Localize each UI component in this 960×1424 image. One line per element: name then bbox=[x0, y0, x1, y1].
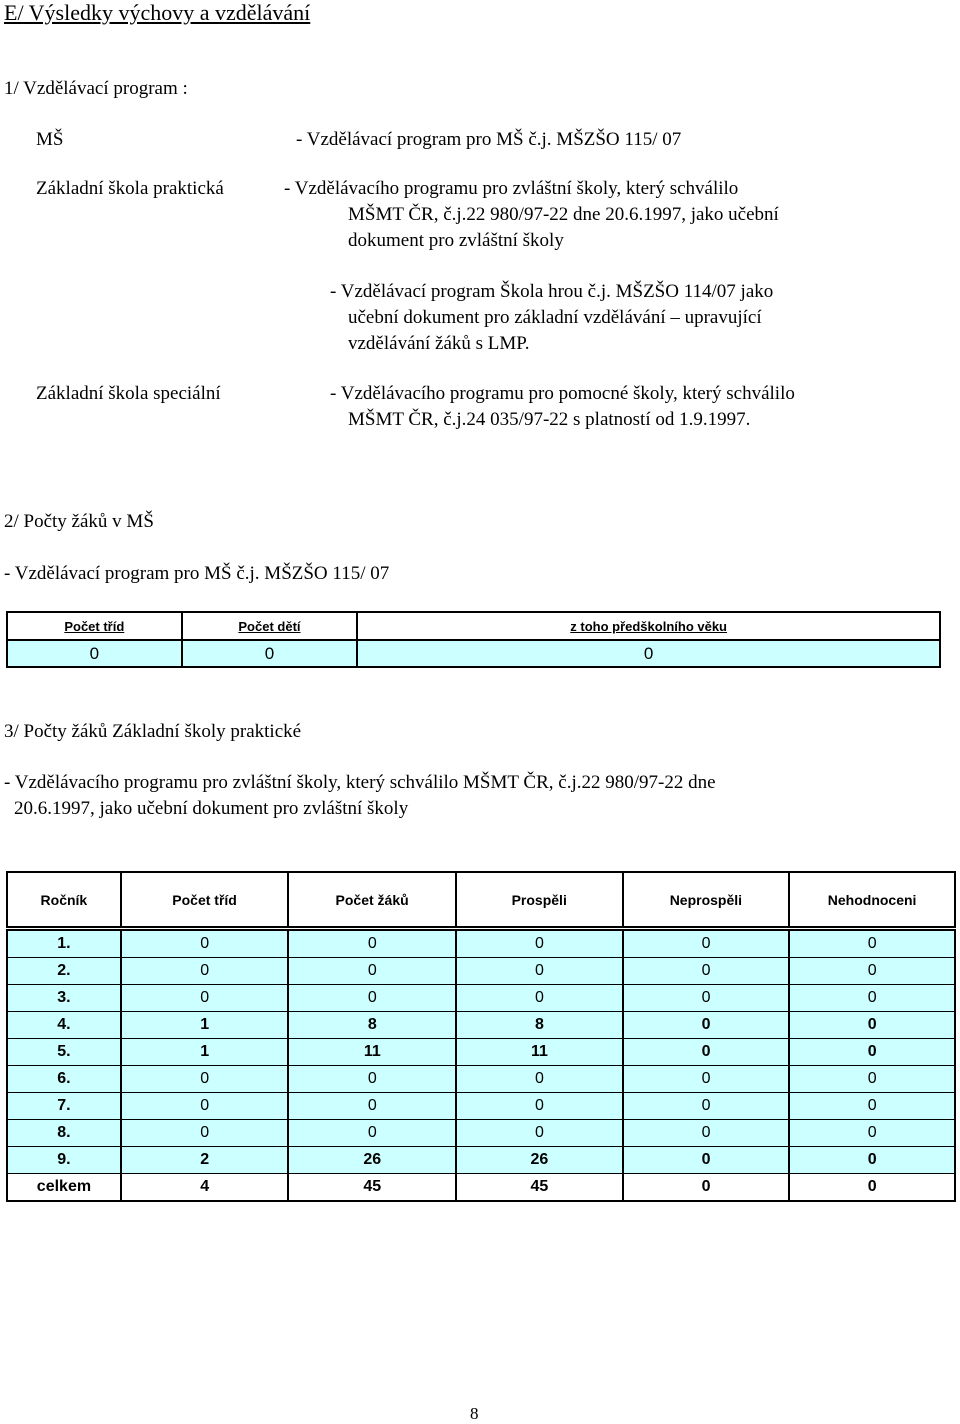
table-row bbox=[7, 985, 955, 1012]
table-cell: 0 bbox=[623, 1039, 790, 1066]
table-cell: 0 bbox=[288, 958, 456, 985]
table-cell: 0 bbox=[288, 1066, 456, 1093]
table-cell: 0 bbox=[623, 1066, 790, 1093]
column-header: Ročník bbox=[7, 872, 121, 927]
table-row bbox=[7, 1093, 955, 1120]
table-cell: 0 bbox=[789, 958, 955, 985]
table-cell: 0 bbox=[288, 985, 456, 1012]
table-cell: 0 bbox=[456, 958, 623, 985]
table-row bbox=[7, 1012, 955, 1039]
table-cell: 0 bbox=[456, 930, 623, 958]
table-row bbox=[7, 1039, 955, 1066]
table-cell: 2. bbox=[7, 958, 121, 985]
ms-counts-table bbox=[6, 611, 941, 668]
table-cell: 0 bbox=[789, 1174, 955, 1202]
table-cell: 26 bbox=[288, 1147, 456, 1174]
hrou-program-line: vzdělávání žáků s LMP. bbox=[348, 333, 530, 354]
table-cell: 0 bbox=[789, 1120, 955, 1147]
table-row bbox=[7, 1147, 955, 1174]
table-cell: 0 bbox=[789, 1012, 955, 1039]
zsp-program-line: dokument pro zvláštní školy bbox=[348, 230, 564, 251]
table-cell: 0 bbox=[623, 1093, 790, 1120]
table-cell: 0 bbox=[456, 1120, 623, 1147]
table-cell: 0 bbox=[121, 930, 289, 958]
s3-program-line: - Vzdělávacího programu pro zvláštní školy, který schválilo MŠMT ČR, č.j.22 980/97-22 dne bbox=[4, 772, 716, 793]
table-cell: 0 bbox=[456, 1066, 623, 1093]
table-cell: celkem bbox=[7, 1174, 121, 1202]
table-cell: 0 bbox=[121, 958, 289, 985]
table-cell: 26 bbox=[456, 1147, 623, 1174]
table-cell: 0 bbox=[456, 985, 623, 1012]
table-cell: 2 bbox=[121, 1147, 289, 1174]
table-cell: 5. bbox=[7, 1039, 121, 1066]
s2-title: 2/ Počty žáků v MŠ bbox=[4, 511, 154, 532]
table-cell: 0 bbox=[623, 1147, 790, 1174]
table-cell: 0 bbox=[357, 640, 940, 667]
zss-program-line: MŠMT ČR, č.j.24 035/97-22 s platností od 1.9.1997. bbox=[348, 409, 751, 430]
table-cell: 6. bbox=[7, 1066, 121, 1093]
table-cell: 0 bbox=[288, 1120, 456, 1147]
ms-label: MŠ bbox=[36, 129, 64, 150]
column-header: z toho předškolního věku bbox=[357, 612, 940, 640]
column-header: Počet žáků bbox=[288, 872, 456, 927]
s1-title: 1/ Vzdělávací program : bbox=[4, 78, 188, 99]
table-total-row bbox=[7, 1174, 955, 1202]
hrou-program-line: - Vzdělávací program Škola hrou č.j. MŠZŠO 114/07 jako bbox=[330, 281, 774, 302]
table-cell: 1 bbox=[121, 1012, 289, 1039]
table-cell: 0 bbox=[623, 1174, 790, 1202]
table-cell: 8. bbox=[7, 1120, 121, 1147]
column-header: Počet tříd bbox=[7, 612, 182, 640]
column-header: Počet tříd bbox=[121, 872, 289, 927]
hrou-program-line: učební dokument pro základní vzdělávání – upravující bbox=[348, 307, 762, 328]
table-cell: 0 bbox=[623, 958, 790, 985]
zss-label: Základní škola speciální bbox=[36, 383, 221, 404]
table-row bbox=[7, 1066, 955, 1093]
table-cell: 0 bbox=[789, 1039, 955, 1066]
table-cell: 11 bbox=[288, 1039, 456, 1066]
pupils-table-header bbox=[6, 871, 956, 928]
table-cell: 8 bbox=[456, 1012, 623, 1039]
page-number: 8 bbox=[470, 1404, 479, 1423]
column-header: Prospěli bbox=[456, 872, 623, 927]
column-header: Neprospěli bbox=[623, 872, 790, 927]
s2-program: - Vzdělávací program pro MŠ č.j. MŠZŠO 115/ 07 bbox=[4, 563, 390, 584]
pupils-table bbox=[6, 929, 956, 1202]
column-header: Nehodnoceni bbox=[789, 872, 955, 927]
table-cell: 0 bbox=[182, 640, 358, 667]
table-cell: 0 bbox=[789, 930, 955, 958]
table-cell: 3. bbox=[7, 985, 121, 1012]
column-header: Počet dětí bbox=[182, 612, 358, 640]
zsp-program-line: - Vzdělávacího programu pro zvláštní školy, který schválilo bbox=[284, 178, 739, 199]
table-cell: 4 bbox=[121, 1174, 289, 1202]
s3-title: 3/ Počty žáků Základní školy praktické bbox=[4, 721, 302, 742]
table-cell: 0 bbox=[121, 1120, 289, 1147]
table-cell: 1. bbox=[7, 930, 121, 958]
table-cell: 0 bbox=[456, 1093, 623, 1120]
table-row bbox=[7, 930, 955, 958]
section-heading: E/ Výsledky výchovy a vzdělávání bbox=[4, 0, 311, 25]
table-row bbox=[7, 958, 955, 985]
table-cell: 9. bbox=[7, 1147, 121, 1174]
table-cell: 8 bbox=[288, 1012, 456, 1039]
s3-program-line: 20.6.1997, jako učební dokument pro zvláštní školy bbox=[14, 798, 409, 819]
zsp-program-line: MŠMT ČR, č.j.22 980/97-22 dne 20.6.1997, jako učební bbox=[348, 204, 779, 225]
table-cell: 0 bbox=[288, 930, 456, 958]
ms-program: - Vzdělávací program pro MŠ č.j. MŠZŠO 115/ 07 bbox=[296, 129, 682, 150]
table-cell: 45 bbox=[288, 1174, 456, 1202]
table-cell: 0 bbox=[789, 985, 955, 1012]
table-cell: 0 bbox=[7, 640, 182, 667]
table-cell: 0 bbox=[789, 1066, 955, 1093]
table-cell: 0 bbox=[789, 1093, 955, 1120]
zsp-label: Základní škola praktická bbox=[36, 178, 224, 199]
table-cell: 0 bbox=[623, 1012, 790, 1039]
table-cell: 0 bbox=[288, 1093, 456, 1120]
table-cell: 0 bbox=[121, 1093, 289, 1120]
table-row bbox=[7, 1120, 955, 1147]
table-cell: 0 bbox=[623, 1120, 790, 1147]
zss-program-line: - Vzdělávacího programu pro pomocné školy, který schválilo bbox=[330, 383, 795, 404]
table-cell: 0 bbox=[623, 985, 790, 1012]
table-cell: 7. bbox=[7, 1093, 121, 1120]
table-cell: 0 bbox=[121, 985, 289, 1012]
table-cell: 0 bbox=[623, 930, 790, 958]
table-cell: 4. bbox=[7, 1012, 121, 1039]
table-cell: 1 bbox=[121, 1039, 289, 1066]
table-cell: 0 bbox=[121, 1066, 289, 1093]
table-cell: 11 bbox=[456, 1039, 623, 1066]
table-cell: 45 bbox=[456, 1174, 623, 1202]
table-cell: 0 bbox=[789, 1147, 955, 1174]
